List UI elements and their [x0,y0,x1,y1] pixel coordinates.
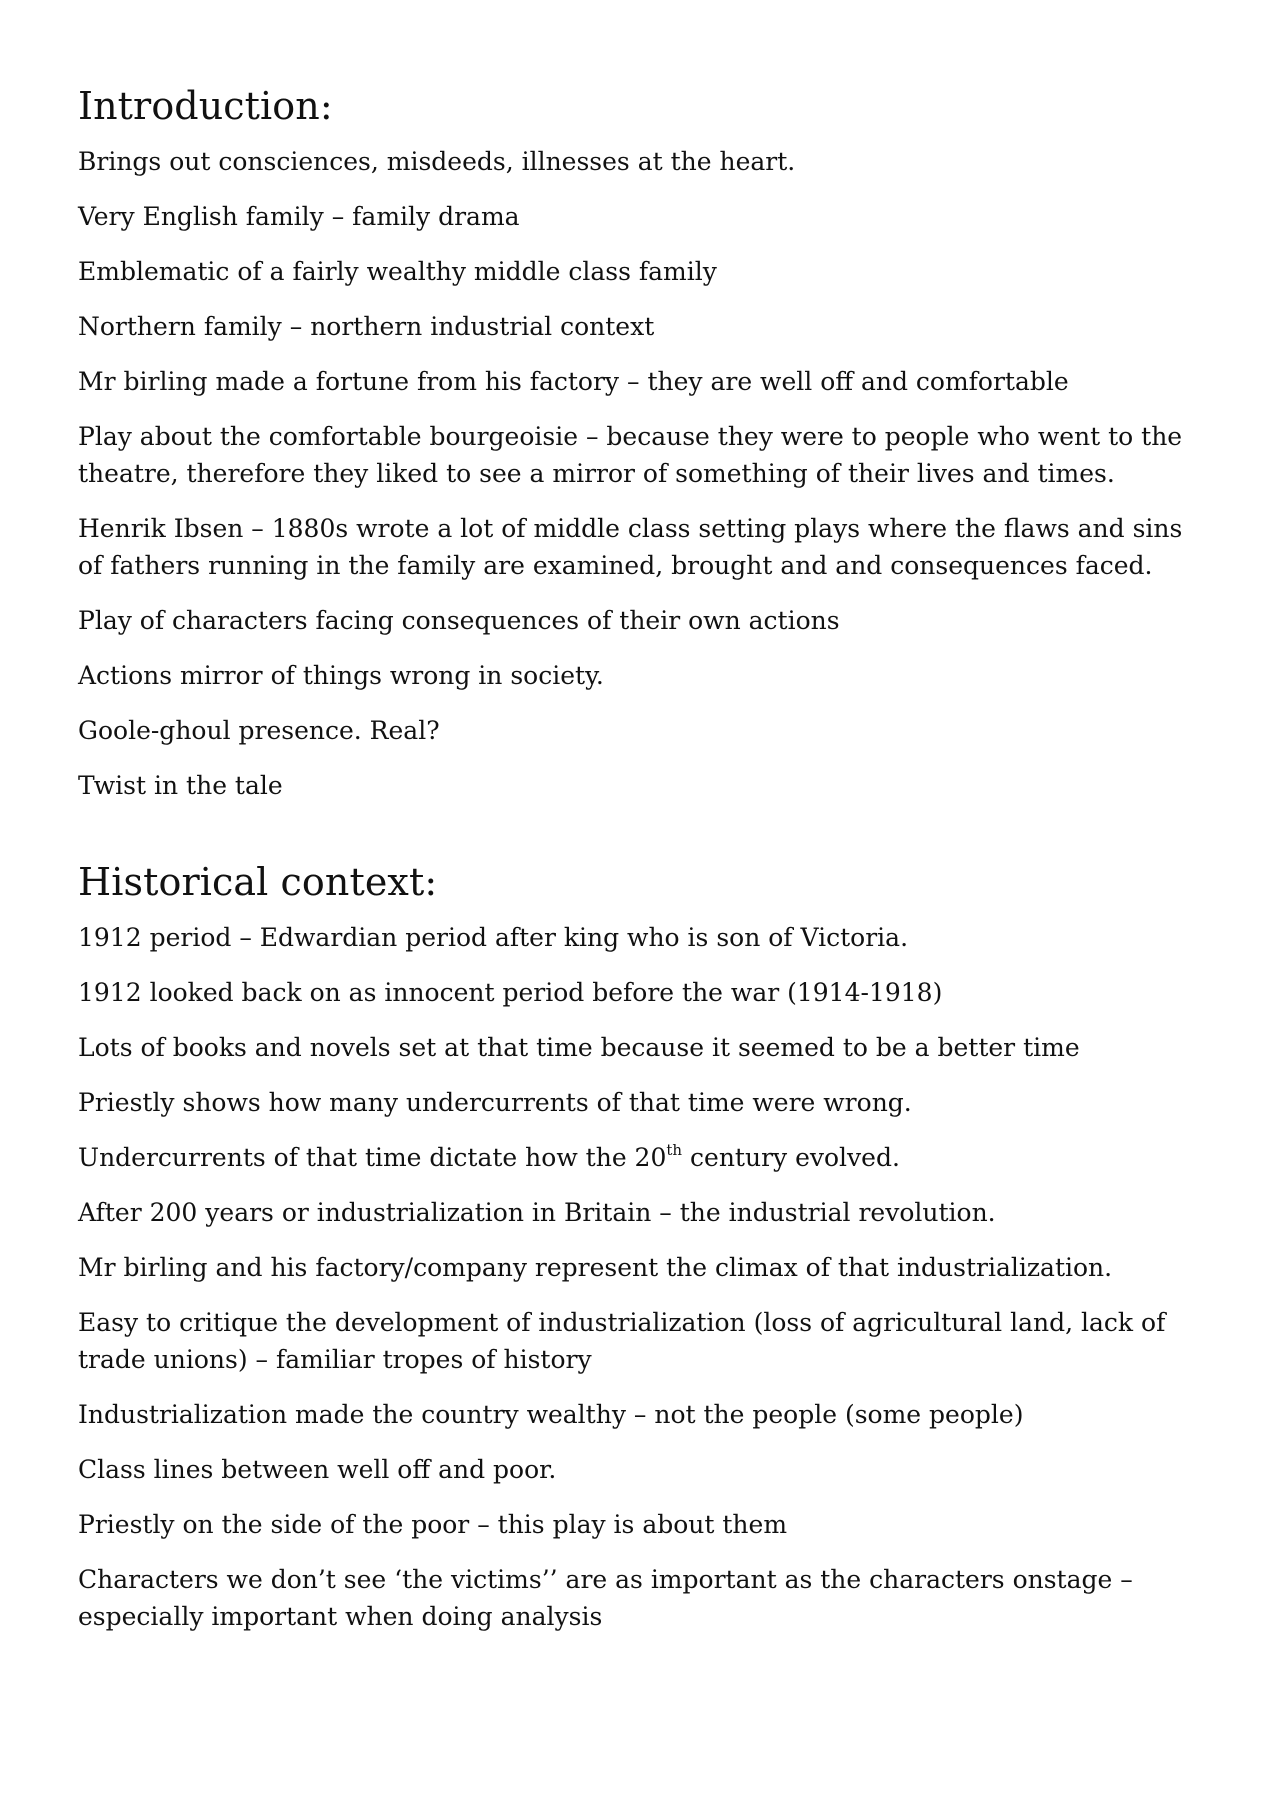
history-paragraph: Priestly on the side of the poor – this play is about them [78,1510,788,1539]
history-paragraph: 1912 looked back on as innocent period before the war (1914-1918) [78,978,943,1007]
history-paragraph: 1912 period – Edwardian period after king who is son of Victoria. [78,923,909,952]
intro-paragraph: Northern family – northern industrial context [78,312,655,341]
history-paragraph: Mr birling and his factory/company represent the climax of that industrialization. [78,1253,1113,1282]
intro-paragraph: Very English family – family drama [78,202,520,231]
history-paragraph: Industrialization made the country wealthy – not the people (some people) [78,1400,1024,1429]
historical-context-section [78,856,1208,1635]
history-paragraph-20th-century [78,1139,1208,1176]
intro-paragraph: Actions mirror of things wrong in society. [78,661,604,690]
ordinal-superscript: th [666,1140,683,1159]
history-paragraph: Priestly shows how many undercurrents of that time were wrong. [78,1088,912,1117]
intro-paragraph: Emblematic of a fairly wealthy middle class family [78,257,717,286]
document-page [78,80,1208,1653]
intro-paragraph: Play of characters facing consequences of their own actions [78,606,840,635]
intro-paragraph: Twist in the tale [78,771,283,800]
history-paragraph: Characters we don’t see ‘the victims’’ are as important as the characters onstage – especially important when doing analysis [78,1565,1133,1631]
intro-paragraph: Mr birling made a fortune from his factory – they are well off and comfortable [78,367,1069,396]
introduction-section [78,80,1208,804]
intro-paragraph: Henrik Ibsen – 1880s wrote a lot of middle class setting plays where the flaws and sins of fathers running in the family are examined, brought and and consequences faced. [78,514,1183,580]
historical-context-heading: Historical context: [78,860,438,904]
intro-paragraph: Brings out consciences, misdeeds, illnesses at the heart. [78,147,796,176]
history-paragraph: After 200 years or industrialization in Britain – the industrial revolution. [78,1198,996,1227]
text-fragment: Undercurrents of that time dictate how the 20 [78,1143,667,1172]
intro-paragraph: Play about the comfortable bourgeoisie – because they were to people who went to the theatre, therefore they liked to see a mirror of something of their lives and times. [78,422,1183,488]
text-fragment: century evolved. [682,1143,900,1172]
intro-paragraph: Goole-ghoul presence. Real? [78,716,440,745]
history-paragraph: Lots of books and novels set at that time because it seemed to be a better time [78,1033,1080,1062]
history-paragraph: Easy to critique the development of industrialization (loss of agricultural land, lack of trade unions) – familiar tropes of history [78,1308,1166,1374]
introduction-heading: Introduction: [78,84,333,128]
history-paragraph: Class lines between well off and poor. [78,1455,557,1484]
